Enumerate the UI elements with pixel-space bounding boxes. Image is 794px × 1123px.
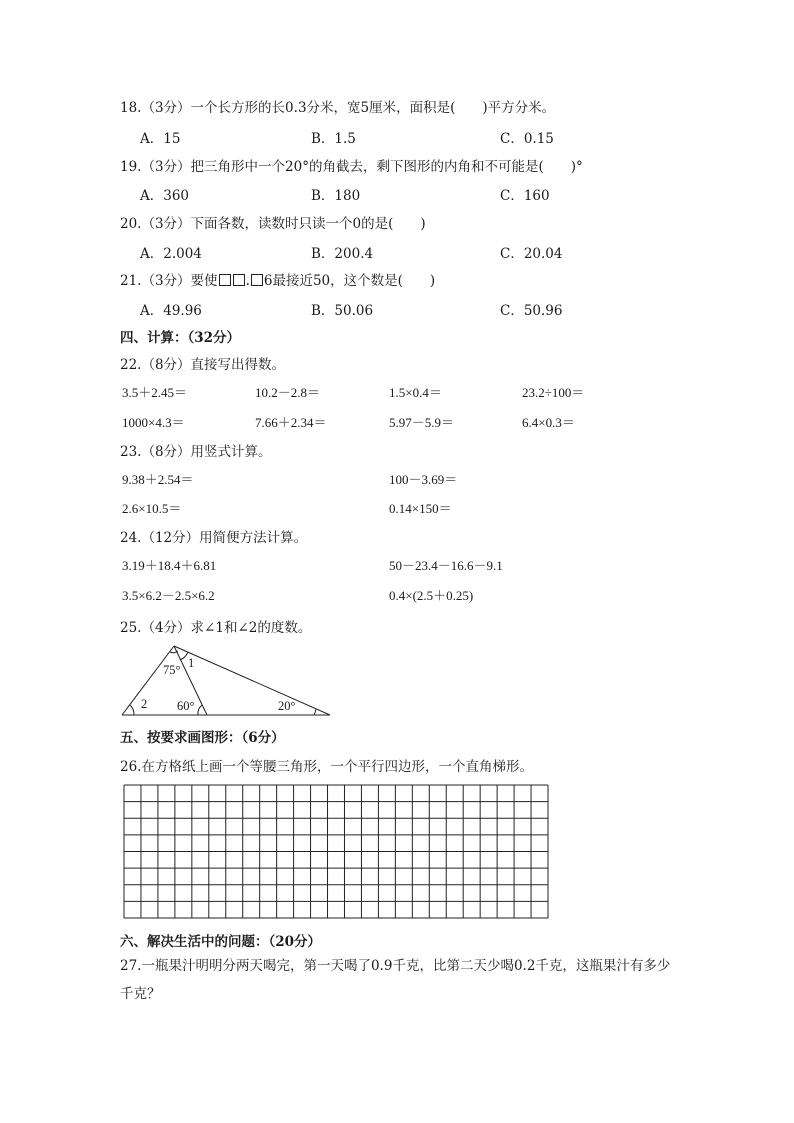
q20-option-b: B．200.4 <box>311 246 374 262</box>
question-25: 25.（4分）求∠1和∠2的度数。 <box>120 620 312 636</box>
question-20: 20.（3分）下面各数，读数时只读一个0的是( ) <box>120 216 426 232</box>
angle-75-label: 75° <box>163 663 181 677</box>
q18-option-a: A．15 <box>140 131 181 147</box>
q20-option-c: C．20.04 <box>500 246 563 262</box>
question-21: 21.（3分）要使 . 6最接近50，这个数是( ) <box>120 273 436 289</box>
angle-20-label: 20° <box>278 699 296 713</box>
blank-box-icon <box>233 274 245 286</box>
question-23: 23.（8分）用竖式计算。 <box>120 444 272 460</box>
question-27: 27.一瓶果汁明明分两天喝完，第一天喝了0.9千克，比第二天少喝0.2千克，这瓶果汁有多少千克？ <box>120 958 671 1002</box>
q20-option-a: A．2.004 <box>140 246 202 262</box>
q23-expression: 0.14×150＝ <box>389 501 452 516</box>
q22-expression: 3.5＋2.45＝ <box>122 385 188 400</box>
q24-expression: 3.5×6.2－2.5×6.2 <box>122 588 215 603</box>
blank-box-icon <box>251 274 263 286</box>
q22-expression: 5.97－5.9＝ <box>389 415 455 430</box>
square-grid-paper <box>122 783 550 920</box>
q21-suffix: 6最接近50，这个数是( ) <box>263 273 436 289</box>
triangle-figure <box>118 640 334 720</box>
section-6-heading: 六、解决生活中的问题：（20分） <box>120 934 322 950</box>
angle-1-arc <box>180 652 188 660</box>
q22-expression: 10.2－2.8＝ <box>255 385 321 400</box>
question-19: 19.（3分）把三角形中一个20°的角截去，剩下图形的内角和不可能是( )° <box>120 159 583 175</box>
angle-2-arc <box>130 705 134 715</box>
angle-1-label: 1 <box>188 656 195 670</box>
question-22: 22.（8分）直接写出得数。 <box>120 357 286 373</box>
q22-expression: 6.4×0.3＝ <box>522 415 575 430</box>
q22-expression: 7.66＋2.34＝ <box>255 415 327 430</box>
angle-60-arc <box>198 705 202 715</box>
q24-expression: 0.4×(2.5＋0.25) <box>389 588 474 603</box>
q24-expression: 50－23.4－16.6－9.1 <box>389 558 503 573</box>
q22-expression: 1.5×0.4＝ <box>389 385 442 400</box>
blank-box-icon <box>219 274 231 286</box>
question-18: 18.（3分）一个长方形的长0.3分米，宽5厘米，面积是( )平方分米。 <box>120 100 556 116</box>
triangle-left-side <box>122 646 174 715</box>
angle-2-label: 2 <box>141 697 148 711</box>
q22-expression: 23.2÷100＝ <box>522 385 585 400</box>
q19-option-b: B．180 <box>311 188 361 204</box>
q23-expression: 9.38＋2.54＝ <box>122 472 194 487</box>
q19-option-a: A．360 <box>140 188 190 204</box>
q18-option-b: B．1.5 <box>311 131 356 147</box>
q22-expression: 1000×4.3＝ <box>122 415 185 430</box>
section-4-heading: 四、计算：（32分） <box>120 330 241 346</box>
q23-expression: 100－3.69＝ <box>389 472 458 487</box>
q21-prefix: 21.（3分）要使 <box>120 273 218 289</box>
q23-expression: 2.6×10.5＝ <box>122 501 182 516</box>
question-26: 26.在方格纸上画一个等腰三角形，一个平行四边形，一个直角梯形。 <box>120 759 533 775</box>
q19-option-c: C．160 <box>500 188 550 204</box>
triangle-right-side <box>174 646 330 715</box>
q24-expression: 3.19＋18.4＋6.81 <box>122 558 217 573</box>
q21-option-b: B．50.06 <box>311 303 374 319</box>
q21-option-c: C．50.96 <box>500 303 563 319</box>
section-5-heading: 五、按要求画图形：（6分） <box>120 730 285 746</box>
angle-20-arc <box>314 709 316 715</box>
angle-60-label: 60° <box>177 699 195 713</box>
question-24: 24.（12分）用简便方法计算。 <box>120 530 308 546</box>
q21-option-a: A．49.96 <box>140 303 202 319</box>
q18-option-c: C．0.15 <box>500 131 554 147</box>
